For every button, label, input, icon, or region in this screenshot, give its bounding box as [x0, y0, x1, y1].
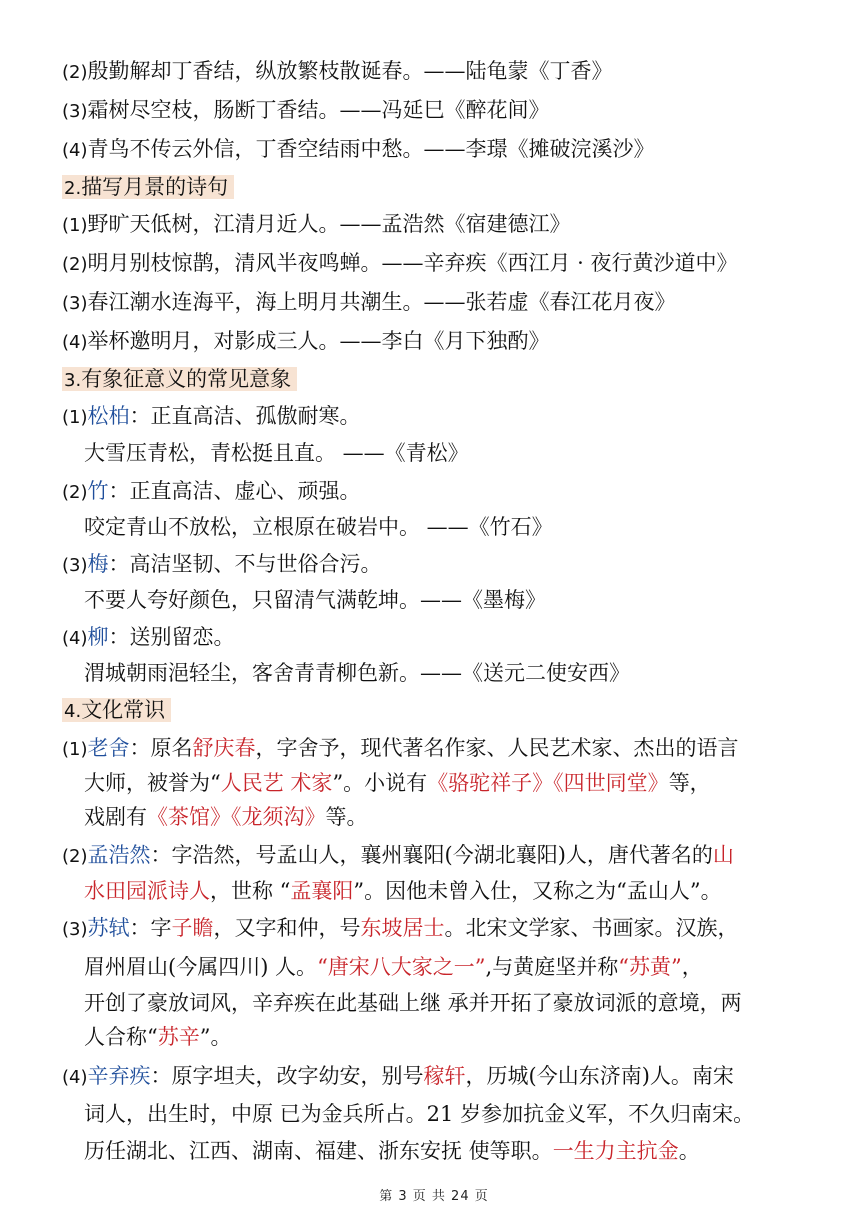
poem-line-4: [62, 134, 655, 166]
symbol-1: [62, 401, 361, 433]
text-segment: 开创了豪放词风，辛弃疾在此基础上继 承并开拓了豪放词派的意境，两: [84, 991, 742, 1015]
highlight-text: 山: [712, 843, 734, 867]
moon-line-1: [62, 209, 571, 241]
symbol-2-poem: [84, 512, 553, 542]
line-text: [84, 991, 742, 1015]
line-text: [62, 625, 235, 649]
text-segment: 大师，被誉为“: [84, 771, 221, 795]
line-text: [62, 552, 382, 576]
item-number: (1): [62, 215, 88, 236]
culture-2-line-2: [84, 876, 722, 906]
highlight-text: 《茶馆》《龙须沟》: [147, 805, 326, 829]
text-segment: ，: [681, 955, 703, 979]
text-segment: 青鸟不传云外信，丁香空结雨中愁。——李璟《摊破浣溪沙》: [87, 137, 655, 161]
text-segment: ：高洁坚韧、不与世俗合污。: [108, 552, 382, 576]
highlight-text: 《骆驼祥子》《四世同堂》: [427, 771, 669, 795]
text-segment: 大雪压青松，青松挺且直。 ——《青松》: [84, 441, 469, 465]
text-segment: ，字舍予，现代著名作家、人民艺术家、杰出的语言: [255, 736, 739, 760]
line-text: [62, 1064, 734, 1088]
item-number: (3): [62, 919, 88, 940]
culture-4-line-1: [62, 1061, 734, 1093]
section-heading-text: [62, 698, 171, 722]
line-text: [84, 879, 722, 903]
text-segment: 殷勤解却丁香结，纵放繁枝散诞春。——陆龟蒙《丁香》: [87, 59, 613, 83]
item-number: (1): [62, 407, 88, 428]
item-number: 4.: [64, 701, 82, 722]
text-segment: 。北宋文学家、书画家。汉族，: [444, 916, 739, 940]
text-segment: 霜树尽空枝，肠断丁香结。——冯延巳《醉花间》: [87, 98, 550, 122]
culture-3-line-2: [84, 952, 703, 982]
culture-2-line-1: [62, 840, 734, 872]
highlight-text: “苏黄”: [618, 955, 682, 979]
line-text: [84, 805, 368, 829]
item-number: (2): [62, 62, 88, 83]
text-segment: 咬定青山不放松，立根原在破岩中。 ——《竹石》: [84, 515, 553, 539]
culture-3-line-4: [84, 1022, 232, 1052]
line-text: [62, 59, 613, 83]
text-segment: 举杯邀明月，对影成三人。——李白《月下独酌》: [87, 329, 550, 353]
symbol-4: [62, 622, 235, 654]
line-text: [62, 212, 571, 236]
term-label: 苏轼: [87, 916, 130, 940]
symbol-3: [62, 549, 382, 581]
text-segment: 词人，出生时，中原 已为金兵所占。21 岁参加抗金义军，不久归南宋。: [84, 1102, 755, 1126]
item-number: (3): [62, 101, 88, 122]
highlight-text: 水田园派诗人: [84, 879, 210, 903]
poem-line-3: [62, 95, 550, 127]
item-number: (2): [62, 846, 88, 867]
culture-4-line-2: [84, 1099, 754, 1129]
term-label: 竹: [87, 479, 109, 503]
text-segment: ：字: [129, 916, 172, 940]
culture-3-line-3: [84, 988, 742, 1018]
text-segment: ：原字坦夫，改字幼安，别号: [150, 1064, 424, 1088]
line-text: [84, 1102, 754, 1126]
text-segment: ：送别留恋。: [108, 625, 235, 649]
section-heading-4: [62, 695, 171, 727]
line-text: [62, 329, 550, 353]
item-number: (4): [62, 1067, 88, 1088]
line-text: [84, 515, 553, 539]
term-label: 辛弃疾: [87, 1064, 151, 1088]
culture-1-line-2: [84, 768, 711, 798]
line-text: [62, 290, 676, 314]
text-segment: 人合称“: [84, 1025, 158, 1049]
line-text: [62, 137, 655, 161]
line-text: [62, 479, 361, 503]
text-segment: ,与黄庭坚并称: [485, 955, 619, 979]
line-text: [84, 588, 546, 612]
text-segment: ：原名: [129, 736, 193, 760]
text-segment: 不要人夸好颜色，只留清气满乾坤。——《墨梅》: [84, 588, 546, 612]
highlight-text: 东坡居士: [360, 916, 445, 940]
text-segment: ，历城(今山东济南)人。南宋: [465, 1064, 734, 1088]
moon-line-2: [62, 248, 738, 280]
term-label: 孟浩然: [87, 843, 151, 867]
highlight-text: “唐宋八大家之一”: [317, 955, 486, 979]
section-heading-text: [62, 367, 297, 391]
section-heading-3: [62, 364, 297, 396]
poem-line-2: [62, 56, 613, 88]
line-text: [84, 1025, 232, 1049]
line-text: [62, 98, 550, 122]
culture-3-line-1: [62, 913, 739, 945]
item-number: (3): [62, 293, 88, 314]
highlight-text: 舒庆春: [192, 736, 256, 760]
text-segment: 眉州眉山(今属四川) 人。: [84, 955, 318, 979]
item-number: (2): [62, 482, 88, 503]
text-segment: 描写月景的诗句: [81, 175, 229, 199]
line-text: [84, 661, 630, 685]
item-number: (1): [62, 739, 88, 760]
item-number: (4): [62, 140, 88, 161]
text-segment: 历任湖北、江西、湖南、福建、浙东安抚 使等职。: [84, 1139, 553, 1163]
term-label: 松柏: [87, 404, 130, 428]
highlight-text: 苏辛: [157, 1025, 200, 1049]
line-text: [62, 404, 361, 428]
highlight-text: 稼轩: [423, 1064, 466, 1088]
item-number: (4): [62, 332, 88, 353]
culture-1-line-3: [84, 802, 368, 832]
line-text: [62, 736, 739, 760]
item-number: (2): [62, 254, 88, 275]
text-segment: ：正直高洁、孤傲耐寒。: [129, 404, 361, 428]
page-footer: 第 3 页 共 24 页: [379, 1189, 489, 1204]
symbol-4-poem: [84, 658, 630, 688]
item-number: 2.: [64, 178, 82, 199]
symbol-3-poem: [84, 585, 546, 615]
term-label: 老舍: [87, 736, 130, 760]
culture-4-line-3: [84, 1136, 700, 1166]
line-text: [62, 843, 734, 867]
text-segment: 。: [678, 1139, 700, 1163]
term-label: 柳: [87, 625, 109, 649]
symbol-1-poem: [84, 438, 469, 468]
symbol-2: [62, 476, 361, 508]
text-segment: 春江潮水连海平，海上明月共潮生。——张若虚《春江花月夜》: [87, 290, 676, 314]
text-segment: 文化常识: [81, 698, 166, 722]
section-heading-2: [62, 172, 234, 204]
line-text: [62, 251, 738, 275]
moon-line-4: [62, 326, 550, 358]
highlight-text: 人民艺 术家: [220, 771, 333, 795]
item-number: 3.: [64, 370, 82, 391]
text-segment: ：正直高洁、虚心、顽强。: [108, 479, 361, 503]
line-text: [84, 955, 703, 979]
item-number: (4): [62, 628, 88, 649]
line-text: [84, 441, 469, 465]
highlight-text: 一生力主抗金: [552, 1139, 679, 1163]
text-segment: 明月别枝惊鹊，清风半夜鸣蝉。——辛弃疾《西江月 · 夜行黄沙道中》: [87, 251, 738, 275]
text-segment: 野旷天低树，江清月近人。——孟浩然《宿建德江》: [87, 212, 571, 236]
item-number: (3): [62, 555, 88, 576]
line-text: [62, 916, 739, 940]
text-segment: ”。因他未曾入仕，又称之为“孟山人”。: [353, 879, 722, 903]
text-segment: 等。: [325, 805, 368, 829]
text-segment: ”。: [199, 1025, 232, 1049]
culture-1-line-1: [62, 733, 739, 765]
text-segment: ：字浩然，号孟山人，襄州襄阳(今湖北襄阳)人，唐代著名的: [150, 843, 713, 867]
text-segment: 等，: [668, 771, 711, 795]
text-segment: 有象征意义的常见意象: [81, 367, 292, 391]
text-segment: ”。小说有: [332, 771, 428, 795]
section-heading-text: [62, 175, 234, 199]
text-segment: 渭城朝雨浥轻尘，客舍青青柳色新。——《送元二使安西》: [84, 661, 630, 685]
highlight-text: 孟襄阳: [290, 879, 354, 903]
text-segment: ，世称 “: [210, 879, 291, 903]
term-label: 梅: [87, 552, 109, 576]
highlight-text: 子瞻: [171, 916, 214, 940]
text-segment: ，又字和仲，号: [213, 916, 361, 940]
text-segment: 戏剧有: [84, 805, 147, 829]
line-text: [84, 771, 711, 795]
line-text: [84, 1139, 700, 1163]
moon-line-3: [62, 287, 676, 319]
